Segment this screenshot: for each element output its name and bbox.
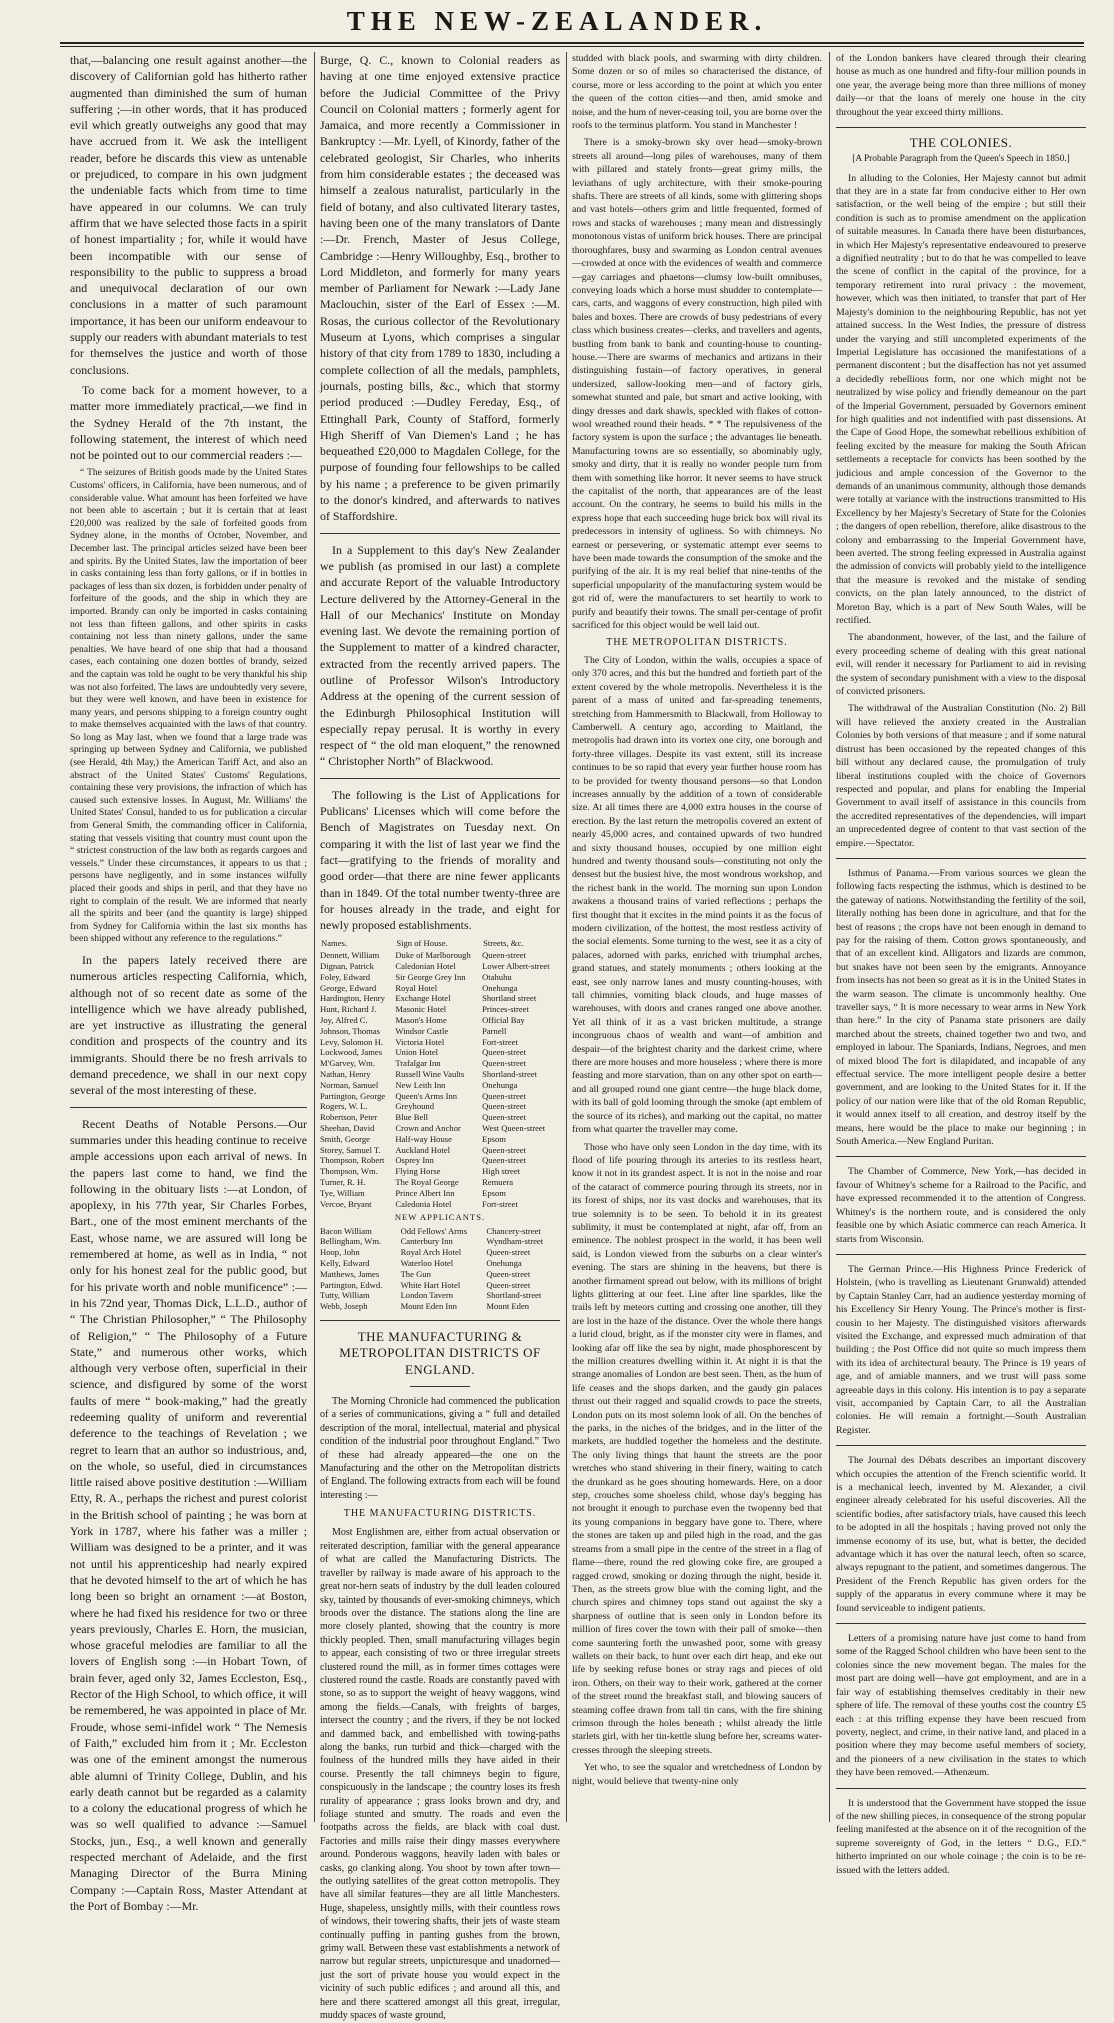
paragraph: To come back for a moment however, to a matter more immediately practical,—we find in the Sydney Herald of the 7th instant, the following statement, the interest of which need not be pointed out to our commercial readers :— xyxy=(70,382,307,463)
column-4 xyxy=(836,52,1086,1876)
table-cell: Dignan, Patrick xyxy=(320,961,374,972)
paragraph: Letters of a promising nature have just come to hand from some of the Ragged School children who have been sent to the colonies since the new movement began. The males for the most part are doing well—have got employment, and are in a fair way of establishing themselves creditably in their new sphere of life. The removal of these youths cost the country £5 each : at this trifling expense they have been rescued from poverty, neglect, and crime, in their native land, and placed in a position where they may become useful members of society, and the pioneers of a new civilisation in the states to which they have been removed.—Athenæum. xyxy=(836,1633,1086,1779)
section-rule xyxy=(836,127,1086,128)
table-cell: Odd Fellows' Arms xyxy=(400,1225,468,1236)
table-row xyxy=(320,983,560,994)
table-cell: Waterloo Hotel xyxy=(400,1258,454,1269)
table-cell: Victoria Hotel xyxy=(395,1036,445,1047)
table-cell: Fort-street xyxy=(482,1198,518,1209)
section-rule xyxy=(836,1788,1086,1789)
masthead-rule xyxy=(60,42,1084,44)
article-heading: THE COLONIES. xyxy=(909,135,1013,151)
masthead-rule-thin xyxy=(60,46,1084,47)
table-row xyxy=(320,1123,560,1134)
table-cell: Duke of Marlborough xyxy=(395,950,471,961)
table-cell: Foley, Edward xyxy=(320,971,371,982)
heading-rule xyxy=(410,1386,470,1387)
table-cell: Crown and Anchor xyxy=(395,1122,461,1133)
table-cell: Mount Eden Inn xyxy=(400,1301,457,1312)
table-cell: Windsor Castle xyxy=(395,1025,449,1036)
table-cell: Queen-street xyxy=(482,1058,526,1069)
table-cell: Chancery-street xyxy=(486,1225,541,1236)
table-cell: Shortland street xyxy=(482,993,537,1004)
table-row xyxy=(320,1026,560,1037)
table-row xyxy=(320,993,560,1004)
table-row xyxy=(320,1280,560,1291)
new-applicants-table xyxy=(320,1226,560,1312)
table-cell: Tye, William xyxy=(320,1187,365,1198)
table-cell: Queen-street xyxy=(482,1101,526,1112)
section-rule xyxy=(836,1254,1086,1255)
table-cell: The Gun xyxy=(400,1268,431,1279)
section-rule xyxy=(836,1156,1086,1157)
table-cell: Lockwood, James xyxy=(320,1047,383,1058)
table-cell: Remuera xyxy=(482,1176,514,1187)
article-note: [A Probable Paragraph from the Queen's Speech in 1850.] xyxy=(852,154,1070,165)
column-header: Names. xyxy=(321,938,348,949)
table-cell: Shortland-street xyxy=(486,1290,542,1301)
table-cell: Queen-street xyxy=(486,1247,531,1258)
table-cell: London Tavern xyxy=(400,1290,454,1301)
table-cell: Onehunga xyxy=(486,1258,522,1269)
table-row xyxy=(320,1177,560,1188)
table-cell: Canterbury Inn xyxy=(400,1236,453,1247)
table-cell: Parnell xyxy=(482,1025,507,1036)
table-row xyxy=(320,1155,560,1166)
table-cell: Tutty, William xyxy=(320,1290,370,1301)
table-row xyxy=(320,1258,560,1269)
masthead: THE NEW-ZEALANDER. xyxy=(346,6,768,36)
paragraph: that,—balancing one result against another—the discovery of Californian gold has hitherto rather augmented than diminished the sum of human suffering ;—in other words, that it has produced evil which greatly outweighs any good that may have accrued from it. We ask the intelligent reader, before he discards this view as untenable or prejudiced, to compare in his own judgment the undeniable facts which from time to time have appeared in our columns. We can truly affirm that we have selected those facts in a spirit of honest impartiality ; for, while it would have been incompatible with our sense of responsibility to the public to suppress a broad and unequivocal declaration of our own conclusions in a matter of such paramount importance, it has been our uniform endeavour to supply our readers with abundant materials to test for themselves the justice and worth of those conclusions. xyxy=(70,53,307,377)
table-row xyxy=(320,1269,560,1280)
quote-text: “ The seizures of British goods made by the United States Customs' officers, in California, have been numerous, and of considerable value. What amount has been forfeited we have not been able to ascertain ; but it is certain that at least £20,000 was realized by the sale of forfeited goods from Sydney alone, in the months of October, November, and December last. The principal articles seized have been beer and spirits. By the United States, law the importation of beer in casks containing less than forty gallons, or if in bottles in packages of less than six dozen, is forbidden under penalty of forfeiture of the goods, and the ship in which they are imported. Brandy can only be imported in casks containing not less than fifteen gallons, and other spirits in casks containing not less than ninety gallons, under the same penalties. We have heard of one ship that had a thousand cases, each containing one dozen bottles of brandy, seized and the captain was told he ought to be very thankful his ship was not also forfeited. The laws are undoubtedly very severe, but they were well known, and have been in existence for many years, and persons shipping to a foreign country ought to make themselves acquainted with the laws of that country. So long as May last, when we found that a large trade was springing up between Sydney and California, we published (see Herald, 4th May,) the American Tariff Act, and also an abstract of the United States' Customs' Regulations, containing these very provisions, the infraction of which has caused such extensive losses. In August, Mr. Williams' the United States' Consul, handed to us for publication a circular from General Smith, the commanding officer in California, stating that vessels visiting that country must count upon the “ strictest construction of the law both as regards cargoes and vessels.” Under these circumstances, it appears to us that ; persons have negligently, and in some instances wilfully placed their goods and ships in peril, and that they have no right to complain of the result. We are informed that nearly all the spirits and beer (and the quantity is large) shipped from Sydney for California within the last six months has been shipped without any reference to the regulations.” xyxy=(70,467,307,945)
column-1 xyxy=(70,52,307,1913)
table-row xyxy=(320,1199,560,1210)
table-cell: Epsom xyxy=(482,1133,506,1144)
paragraph: Burge, Q. C., known to Colonial readers as having at one time enjoyed extensive practice before the Judicial Committee of the Privy Council on Colonial matters ; formerly agent for Jamaica, and more recently a Commissioner in Bankruptcy :—Mr. Lyell, of Kinordy, father of the celebrated geologist, Sir Charles, who inherits from him considerable estates ; the deceased was himself a zealous naturalist, particularly in the field of botany, and also cultivated literary tastes, having been one of the many translators of Dante :—Dr. French, Master of Jesus College, Cambridge :—Henry Willoughby, Esq., brother to Lord Middleton, and formerly for many years member of Parliament for Newark :—Lady Jane Maclouchin, sister of the Earl of Essex :—M. Rosas, the curious collector of the Revolutionary Museum at Lyons, which comprises a singular history of that city from 1789 to 1830, including a complete collection of all the medals, pamphlets, journals, posting bills, &c., which that stormy period produced :—Dudley Fereday, Esq., of Ettinghall Park, County of Stafford, formerly High Sheriff of Van Diemen's Land ; he has bequeathed £20,000 to Magdalen College, for the purpose of founding four fellowships to be called by his name ; a preference to be given primarily to the donor's kindred, and afterwards to natives of Staffordshire. xyxy=(320,53,560,524)
table-row xyxy=(320,1247,560,1258)
paragraph: Isthmus of Panama.—From various sources we glean the following facts respecting the isthmus, which is destined to be the gateway of nations. Notwithstanding the fertility of the soil, literally nothing has been done in agriculture, and that for the best of reasons ; the crops have not been enough in demand to pay for the raising of them. Cotton grows spontaneously, and that of an excellent kind. Alligators and lizards are common, but snakes have not been seen by the emigrants. Annoyance from insects has not been so great as it is in the United States in the warm season. The climate is uncommonly healthy. One traveller says, “ It is more necessary to wear arms in New York than here.” In the city of Panama state prisoners are daily marched about the streets, chained together two and two, and employed in labour. The Spaniards, Indians, Negroes, and men of mixed blood The fort is dilapidated, and incapable of any effectual service. The more intelligent people desire a better government, and are looking to the United States for it. If the policy of our nation were like that of the old Roman Republic, it would annex itself to all creation, and destroy itself by the means, here would be the place to make our beginning ; in South America.—New England Puritan. xyxy=(836,867,1086,1148)
quoted-extract xyxy=(70,467,307,946)
table-cell: Greyhound xyxy=(395,1101,435,1112)
table-cell: Mason's Home xyxy=(395,1015,447,1026)
paragraph: The City of London, within the walls, occupies a space of only 370 acres, and this but the hundred and fortieth part of the extent covered by the whole metropolis. Nevertheless it is the parent of a mass of united and far-spreading tenements, stretching from Hammersmith to Blackwall, from Holloway to Camberwell. A century ago, according to Maitland, the metropolis had drawn into its vortex one city, one borough and forty-three villages. Despite its vast extent, still its increase continues to be so rapid that every year further house room has to be provided for twenty thousand persons—so that London increases annually by the addition of a town of considerable size. At all times there are 4,000 extra houses in the course of erection. By the last return the metropolis covered an extent of nearly 45,000 acres, and contained upwards of two hundred and sixty thousand houses, occupied by one million eight hundred and twenty thousand souls—constituting not only the densest but the busiest hive, the most wondrous workshop, and the richest bank in the world. The morning sun upon London awakens a thousand trains of varied reflections ; perhaps the first thought that it excites in the mind points it as the focus of modern civilization, of the hottest, the most restless activity of the social elements. Some turning to the west, see it as a city of palaces, adorned with parks, enriched with triumphal arches, grand statues, and stately monuments ; others looking at the east, see only narrow lanes and musty counting-houses, with tall chimnies, vomiting black clouds, and huge masses of warehouses, with doors and cranes ranged one above another. Yet all think of it as a vast bricken multitude, a strange incongruous chaos of wealth and want—of ambition and despair—of the brightest charity and the darkest crime, where there are more houses and more houseless ; where there is more feasting and more starvation, than on any other spot on earth—and all grouped round one giant centre—the huge black dome, with its ball of gold looming through the smoke (apt emblem of the source of its riches), and marking out the capital, no matter from what quarter the traveller may come. xyxy=(572,654,823,1136)
table-row xyxy=(320,1236,560,1247)
new-applicants-label: NEW APPLICANTS. xyxy=(394,1212,486,1223)
table-cell: Osprey Inn xyxy=(395,1155,434,1166)
table-cell: M'Garvey, Wm. xyxy=(320,1058,376,1069)
table-row xyxy=(320,1166,560,1177)
table-cell: Matthews, James xyxy=(320,1268,380,1279)
table-cell: Prince Albert Inn xyxy=(395,1187,455,1198)
table-row xyxy=(320,961,560,972)
paragraph: In alluding to the Colonies, Her Majesty cannot but admit that they are in a state far from conducive either to Her own satisfaction, or the well being of the empire ; but still their condition is such as to promise amendment on the application of suitable measures. In Canada there have been disturbances, in which Her Majesty's representative endeavoured to preserve a dignified neutrality ; but to do that he was compelled to leave the scene of conflict in the capital of the province, for a temporary retirement into rural privacy : the movement, however, which was then initiated, to transfer that part of Her Majesty's dominion to the neighbouring Republic, has not yet attained success. In the West Indies, the pressure of distress under the varying and still uncompleted experiments of the Imperial Legislature has occasioned the manifestations of a permanent discontent ; but the disaffection has not yet assumed a decidedly rebellious form, nor one which might not be neutralized by wise policy and friendly demeanour on the part of the Imperial Government, persuaded by Governors eminent for high qualities and not indentified with past dissensions. At the Cape of Good Hope, the somewhat rebellious exhibition of feeling excited by the measure for making the South African settlements a receptacle for convicts has been soothed by the judicious and ample concession of the Governor to the demands of an unanimous community, although those demands were totally at variance with the instructions transmitted to His Excellency by her Majesty's Secretary of State for the Colonies ; the dangers of open rebellion, therefore, alike disastrous to the colony and embarrassing to the Imperial Government have, been averted. The strong feeling expressed in Australia against the admission of convicts will probably yield to the intelligence that the measure is revoked and the mistake of sending convicts, on the plan lately announced, to the district of Moreton Bay, which is a part of New South Wales, will be rectified. xyxy=(836,172,1086,627)
table-row xyxy=(320,1301,560,1312)
table-row xyxy=(320,1015,560,1026)
paragraph: The withdrawal of the Australian Constitution (No. 2) Bill will have relieved the anxiety created in the Australian Colonies by both versions of that measure ; and if some natural distrust has been occasioned by the repeated changes of this bill without any declared cause, the promulgation of truly liberal institutions coupled with the choice of Governors respected and popular, and plans for enabling the Imperial Government to avail itself of assistance in this councils from the accredited representatives of the dependencies, will impart an unprecedented degree of content to that vast section of the empire.—Spectator. xyxy=(836,703,1086,849)
table-cell: Webb, Joseph xyxy=(320,1301,368,1312)
column-3 xyxy=(572,52,822,1822)
table-row xyxy=(320,1101,560,1112)
table-row xyxy=(320,1188,560,1199)
paragraph: Yet who, to see the squalor and wretchedness of London by night, would believe that twenty-nine only xyxy=(572,1762,822,1787)
column-divider xyxy=(314,52,315,1822)
table-cell: Royal Arch Hotel xyxy=(400,1247,462,1258)
table-cell: Queen-street xyxy=(482,1112,526,1123)
table-cell: Queen-street xyxy=(482,1047,526,1058)
paragraph: Those who have only seen London in the day time, with its flood of life pouring through its arteries to its restless heart, know it not in its grandest aspect. It is not in the noise and roar of the cataract of commerce pouring through its streets, nor in its forest of ships, nor its vast docks and warehouses, that its true solemnity is to be seen. To behold it in its greatest sublimity, it must be contemplated at night, afar off, from an eminence. The noblest prospect in the world, it has been well said, is London viewed from the suburbs on a clear winter's evening. The stars are shining in the heavens, but there is another firmament spread out below, with its millions of bright lights glittering at our feet. Line after line sparkles, like the trails left by meteors cutting and crossing one another, till they are lost in the haze of the distance. Over the whole there hangs a lurid cloud, bright, as if the monster city were in flames, and looking afar off like the sea by night, made phosphorescent by the million creatures dwelling within it. At night it is that the strange anomalies of London are best seen. Then, as the hum of life ceases and the shops darken, and the gaudy gin palaces thrust out their ragged and squalid crowds to pace the streets, London puts on its most solemn look of all. On the benches of the parks, in the niches of the bridges, and in the litter of the markets, are huddled together the homeless and the destitute. The only living things that haunt the streets are the poor wretches who stand shivering in their finery, waiting to catch the drunkard as he goes shouting homewards. Here, on a door step, crouches some shoeless child, whose day's begging has not brought it enough to purchase even the twopenny bed that its young companions in beggary have gone to. There, where the stones are taken up and piled high in the road, and the gas streams from a small pipe in the centre of the street in a flag of flame—there, round the red glowing coke fire, are grouped a ragged crowd, smoking or dozing through the night, beside it. Then, as the streets grow blue with the coming light, and the church spires and chimney tops stand out against the sky a sharpness of outline that is seen only in London before its million of fires cover the town with their pall of smoke—then come sauntering forth the unwashed poor, some with greasy wallets on their back, to hunt over each dirt heap, and eke out life by seeking refuse bones or stray rags and pieces of old iron. Others, on their way to their work, gathered at the corner of the street round the breakfast stall, and blowing saucers of steaming coffee drawn from tall tin cans, with the fire shining crimson through the holes beneath ; whilst already the little starlets girl, with her tin-kettle slung before her, screams water-cresses through the sleeping streets. xyxy=(572,1141,822,1756)
table-cell: Princes-street xyxy=(482,1004,529,1015)
table-cell: Onehunga xyxy=(482,1079,518,1090)
column-2 xyxy=(320,52,560,2022)
table-cell: Blue Bell xyxy=(395,1112,429,1123)
table-row xyxy=(320,950,560,961)
table-cell: Sir George Grey Inn xyxy=(395,971,466,982)
table-cell: Lower Albert-street xyxy=(482,961,550,972)
table-cell: Trafalgar Inn xyxy=(395,1058,441,1069)
section-rule xyxy=(320,1320,560,1321)
table-cell: Mount Eden xyxy=(486,1301,530,1312)
section-rule xyxy=(320,533,560,534)
table-cell: Kelly, Edward xyxy=(320,1258,370,1269)
table-cell: Half-way House xyxy=(395,1133,452,1144)
table-row xyxy=(320,1069,560,1080)
license-table xyxy=(320,937,560,1209)
table-cell: Thompson, Robert xyxy=(320,1155,385,1166)
table-cell: Sheehan, David xyxy=(320,1122,375,1133)
table-row xyxy=(320,1047,560,1058)
section-rule xyxy=(70,1107,307,1108)
table-row xyxy=(320,1091,560,1102)
table-cell: Levy, Solomon H. xyxy=(320,1036,383,1047)
table-cell: Hunt, Richard J. xyxy=(320,1004,377,1015)
section-rule xyxy=(836,858,1086,859)
table-cell: Partington, George xyxy=(320,1090,386,1101)
table-cell: Caledonia Hotel xyxy=(395,1198,452,1209)
table-cell: Russell Wine Vaults xyxy=(395,1069,465,1079)
table-cell: Wyndham-street xyxy=(486,1236,544,1247)
table-cell: George, Edward xyxy=(320,982,377,993)
table-cell: Thompson, Wm. xyxy=(320,1166,378,1177)
table-cell: Partington, Edwd. xyxy=(320,1279,383,1290)
section-rule xyxy=(836,1623,1086,1624)
table-cell: Bellingham, Wm. xyxy=(320,1236,382,1247)
paragraph-supplement: In a Supplement to this day's New Zealander we publish (as promised in our last) a complete and accurate Report of the valuable Introductory Lecture delivered by the Attorney-General in the Hall of our Mechanics' Institute on Monday evening last. We devote the remaining portion of the Supplement to matter of a kindred character, extracted from the recently arrived papers. The outline of Professor Wilson's Introductory Address at the opening of the current session of the Edinburgh Philosophical Institution will especially repay perusal. It is worthy in every respect of “ the old man eloquent,” the renowned “ Christopher North” of Blackwood. xyxy=(320,542,560,769)
table-cell: Epsom xyxy=(482,1187,506,1198)
table-cell: Otahuhu xyxy=(482,971,512,982)
paragraph: The abandonment, however, of the last, and the failure of every proceeding scheme of dealing with this great national evil, will render it necessary for Parliament to aid in revising the system of secondary punishment with a view to the disposal of convicted prisoners. xyxy=(836,632,1086,698)
subheading: THE METROPOLITAN DISTRICTS. xyxy=(606,637,788,649)
table-cell: Queen-street xyxy=(482,950,526,961)
table-row xyxy=(320,1004,560,1015)
table-cell: Norman, Samuel xyxy=(320,1079,379,1090)
table-cell: New Leith Inn xyxy=(395,1079,446,1090)
table-cell: Auckland Hotel xyxy=(395,1144,450,1155)
table-cell: West Queen-street xyxy=(482,1122,546,1133)
paragraph-obituaries: Recent Deaths of Notable Persons.—Our summaries under this heading continue to receive ample accessions upon each arrival of news. In the papers last come to hand, we find the following in the obituary lists :—at London, of apoplexy, in his 77th year, Sir Charles Forbes, Bart., one of the most eminent merchants of the East, whose name, we are assured will long be remembered at home, as well as in India, “ not only for his honest zeal for the public good, but for his private worth and noble munificence” :—in his 72nd year, Thomas Dick, L.L.D., author of “ The Christian Philosopher,” “ The Philosophy of Religion,” “ The Philosophy of a Future State,” and numerous other works, which although very verbose often, superficial in their science, and disfigured by some of the worst faults of mere “ book-making,” had the greatly redeeming quality of uniform and reverential deference to the teachings of Revelation ; we regret to learn that an author so industrious, and, on the whole, so useful, died in circumstances little raised above positive destitution :—William Etty, R. A., perhaps the richest and purest colorist in the British school of painting ; he was born at York in 1787, where his father was a miller ; William was designed to be a printer, and it was not until his apprenticeship had nearly expired that he devoted himself to the art of which he has long been so bright an ornament :—at Boston, where he had fixed his residence for two or three years previously, Charles E. Horn, the musician, whose graceful melodies are familiar to all the lovers of English song :—in Hobart Town, of brain fever, aged only 32, James Eccleston, Esq., Rector of the High School, to which office, it will be remembered, he was appointed in place of Mr. Froude, whose semi-infidel work “ The Nemesis of Faith,” excluded him from it ; Mr. Eccleston was one of the eminent amongst the numerous able alumni of Trinity College, Dublin, and his early death cannot but be regarded as a calamity to a colony the educational progress of which he was so well qualified to advance :—Samuel Stocks, jun., Esq., a well known and generally respected merchant of Adelaide, and the first Managing Director of the Burra Mining Company :—Captain Ross, Master Attendant at the Port of Bombay :—Mr. xyxy=(70,1116,307,1913)
table-cell: Queen-street xyxy=(482,1144,526,1155)
subheading: THE MANUFACTURING DISTRICTS. xyxy=(343,1508,537,1520)
table-row xyxy=(320,1112,560,1123)
paragraph: It is understood that the Government have stopped the issue of the new shilling pieces, in consequence of the strong popular feeling manifested at the absence on it of the recognition of the supreme sovereignty of God, in the letters “ D.G., F.D.” hitherto imprinted on our whole coinage ; the coin is to be re-issued with the letters added. xyxy=(836,1797,1086,1876)
table-row xyxy=(320,1037,560,1048)
table-cell: Official Bay xyxy=(482,1015,525,1026)
table-cell: Fort-street xyxy=(482,1036,518,1047)
section-rule xyxy=(320,778,560,779)
paragraph: There is a smoky-brown sky over head—smoky-brown streets all around—long piles of warehouses, many of them with pillared and stately fronts—great grimy mills, the leviathans of ugly architecture, with their smoke-pouring shafts. There are streets of all kinds, some with glittering shops and vast hotels—others grim and little frequented, formed of rows and stacks of warehouses ; many mean and distressingly monotonous vistas of uniform brick houses. There are principal thoroughfares, busy and swarming as London central avenues—crowded at once with the evidences of wealth and commerce—gay carriages and phaetons—clumsy low-built omnibuses, conveying loads which a horse must shudder to contemplate—cars, carts, and waggons of every construction, high piled with bales and boxes. There are crowds of busy pedestrians of every class which business creates—clerks, and travellers and agents, bustling from bank to bank and counting-house to counting-house.—There are swarms of mechanics and artizans in their distinguishing fustain—of factory operatives, in general undersized, sallow-looking men—and of factory girls, somewhat stunted and pale, but smart and active looking, with dingy dresses and dark shawls, speckled with flakes of cotton-wool wreathed round their heads. * * The repulsiveness of the factory system is upon the surface ; the advantages lie beneath. Manufacturing towns are so essentially, so abominably ugly, smoky and dirty, that it is really no wonder people turn from them with something like horror. It never seems to have struck the capitalist of the north, that appearances are of the least account. On the contrary, he seems to build his mills in the express hope that each succeeding huge brick box will rival its predecessors in intensity of ugliness. So with chimneys. No earnest or persevering, or systematic attempt ever seems to have been made towards the consumption of the smoke and the purifying of the air. It is my real belief that nine-tenths of the superficial unpopularity of the manufacturing system would be got rid of, were the manufacturers to set heartily to work to purify and beautify their towns. The small per-centage of profit sacrificed for this object would be well laid out. xyxy=(572,137,822,632)
table-row xyxy=(320,1134,560,1145)
table-cell: Royal Hotel xyxy=(395,982,438,993)
table-cell: Smith, George xyxy=(320,1133,370,1144)
table-cell: Robertson, Peter xyxy=(320,1112,378,1123)
paragraph-licenses: The following is the List of Applications for Publicans' Licenses which will come before the Bench of Magistrates on Tuesday next. On comparing it with the list of last year we find the fact—gratifying to the friends of morality and good order—that there are nine fewer applicants than in 1849. Of the total number twenty-three are for houses already in the trade, and eight for newly proposed establishments. xyxy=(320,787,560,933)
table-cell: Queen-street xyxy=(486,1279,531,1290)
table-cell: Shortland-street xyxy=(482,1069,537,1079)
table-row xyxy=(320,1080,560,1091)
table-cell: Onehunga xyxy=(482,982,518,993)
table-cell: Queen-street xyxy=(482,1090,526,1101)
paragraph: Most Englishmen are, either from actual observation or reiterated description, familiar with the general appearance of what are called the Manufacturing Districts. The traveller by railway is made aware of his approach to the great nor-hern seats of industry by the dull leaden coloured sky, tainted by thousands of ever-smoking chimneys, which broods over the distance. The stations along the line are more closely planted, showing that the country is more thickly peopled. Then, small manufacturing villages begin to appear, each consisting of two or three irregular streets clustered round the mill, as in former times cottages were clustered round the castle. Roads are constantly paved with stone, so as to support the weight of heavy waggons, wind among the fields.—Canals, with freights of barges, intersect the country ; and the rivers, if they be not locked and dammed back, and embellished with towing-paths along the banks, run turbid and thick—charged with the foulness of the hundred mills they have aided in their course. Presently the tall chimneys begin to figure, conspicuously in the landscape ; the country loses its fresh rurality of appearance ; grass looks brown and dry, and foliage stunted and smutty. The roads and even the footpaths across the fields, are black with coal dust. Factories and mills raise their dingy masses everywhere around. Ponderous waggons, heavily laden with bales or casks, go clanking along. You shoot by town after town—the outlying satellites of the great cotton metropolis. They have all similar features—they are all little Manchesters. Huge, shapeless, unsightly mills, with their countless rows of windows, their towering shafts, their jets of waste steam continually puffing in panting gushes from the brown, grimy wall. Between these vast establishments a network of narrow but regular streets, unpicturesque and unadorned—just the sort of private house you would expect in the vicinity of such public edifices ; and around all this, and here and there scattered amongst all this great, irregular, muddy spaces of waste ground, xyxy=(320,1527,560,2022)
paragraph: The German Prince.—His Highness Prince Frederick of Holstein, (who is travelling as Lieutenant Grunwald) attended by Captain Stanley Carr, had an audience yesterday morning of his Excellency Sir Henry Young. The Prince's mother is first-cousin to her Majesty. The distinguished visitors afterwards visited the Exchange, and expressed much admiration of that building ; the Post Office did not quite so much impress them with its idea of architectural beauty. The Prince is 19 years of age, and of amiable manners, and we trust will pass some agreeable days in this colony. His intention is to pay a separate visit, accompanied by Captain Carr, to all the Australian colonies. He will remain a fortnight.—South Australian Register. xyxy=(836,1263,1086,1436)
table-cell: Johnson, Thomas xyxy=(320,1025,381,1036)
table-cell: Masonic Hotel xyxy=(395,1004,447,1015)
paragraph: studded with black pools, and swarming with dirty children. Some dozen or so of miles so characterised the distance, of course, more or less according to the point at which you enter the queen of the cotton cities—and then, amid smoke and noise, and the hum of never-ceasing toil, you are borne over the roofs to the terminus platform. You stand in Manchester ! xyxy=(572,53,822,132)
paragraph: The Chamber of Commerce, New York,—has decided in favour of Whitney's scheme for a Railroad to the Pacific, and have expressed recommended it to the attention of Congress. Whitney's is the northern route, and is considered the only feasible one by which Asiatic commerce can reach America. It starts from Wisconsin. xyxy=(836,1166,1086,1245)
paragraph: of the London bankers have cleared through their clearing house as much as one hundred and fifty-four million pounds in one year, the average being more than three millions of money daily—or that the loans of merely one house in the city throughout the year exceed thirty millions. xyxy=(836,53,1086,118)
table-cell: The Royal George xyxy=(395,1176,459,1187)
column-divider xyxy=(829,52,830,1822)
table-cell: Turner, R. H. xyxy=(320,1176,366,1187)
table-cell: White Hart Hotel xyxy=(400,1279,461,1290)
table-header-row xyxy=(320,937,560,950)
table-cell: Vercoe, Bryant xyxy=(320,1198,372,1209)
table-cell: Hardington, Henry xyxy=(320,993,385,1004)
paragraph: In the papers lately received there are numerous articles respecting California, which, although not of so recent date as some of the intelligence which we have already published, are yet instructive as illustrating the general condition and prospects of the country and its immigrants. Should there be no fresh arrivals to demand precedence, we shall in our next copy several of the most interesting of these. xyxy=(70,952,307,1098)
table-cell: Caledonian Hotel xyxy=(395,961,456,972)
table-row xyxy=(320,972,560,983)
table-cell: Queen's Arms Inn xyxy=(395,1090,458,1101)
table-cell: Flying Horse xyxy=(395,1166,441,1177)
table-cell: Rogers, W. L. xyxy=(320,1101,368,1112)
table-cell: High street xyxy=(482,1166,521,1177)
table-cell: Exchange Hotel xyxy=(395,993,451,1004)
section-rule xyxy=(836,1445,1086,1446)
table-cell: Hoop, John xyxy=(320,1247,360,1258)
table-cell: Union Hotel xyxy=(395,1047,439,1058)
article-heading: THE MANUFACTURING & METROPOLITAN DISTRICTS OF ENGLAND. xyxy=(339,1329,541,1377)
table-row xyxy=(320,1058,560,1069)
table-row xyxy=(320,1145,560,1156)
table-cell: Bacon William xyxy=(320,1225,372,1236)
paragraph: The Morning Chronicle had commenced the publication of a series of communications, giving a “ full and detailed description of the moral, intellectual, material and physical condition of the industrial poor throughout England.” Two of these had already appeared—the one on the Manufacturing and the other on the Metropolitan districts of England. The following extracts from each will be found interesting :— xyxy=(320,1395,560,1501)
table-cell: Dennett, William xyxy=(320,950,380,961)
table-cell: Storey, Samuel T. xyxy=(320,1144,381,1155)
paragraph: The Journal des Débats describes an important discovery which occupies the attention of the French scientific world. It is a mechanical leech, invented by M. Alexander, a civil engineer already celebrated for his useful discoveries. All the scientific bodies, after satisfactory trials, have caused this leech to be adopted in all the hospitals ; having proved not only the immense economy of its use, but, what is better, the decided advantage which it has over the natural leech, often so scarce, always repugnant to the patient, and sometimes dangerous. The President of the French Republic has given orders for the supply of the apparatus in every commune where it may be found serviceable to indigent patients. xyxy=(836,1455,1086,1614)
column-divider xyxy=(566,52,567,1822)
column-header: Sign of House. xyxy=(396,938,448,949)
table-cell: Queen-street xyxy=(482,1155,526,1166)
table-row xyxy=(320,1226,560,1237)
table-row xyxy=(320,1290,560,1301)
table-cell: Nathan, Henry xyxy=(320,1069,371,1079)
column-header: Streets, &c. xyxy=(483,938,524,949)
table-cell: Joy, Alfred C. xyxy=(320,1015,368,1026)
table-cell: Queen-street xyxy=(486,1268,531,1279)
